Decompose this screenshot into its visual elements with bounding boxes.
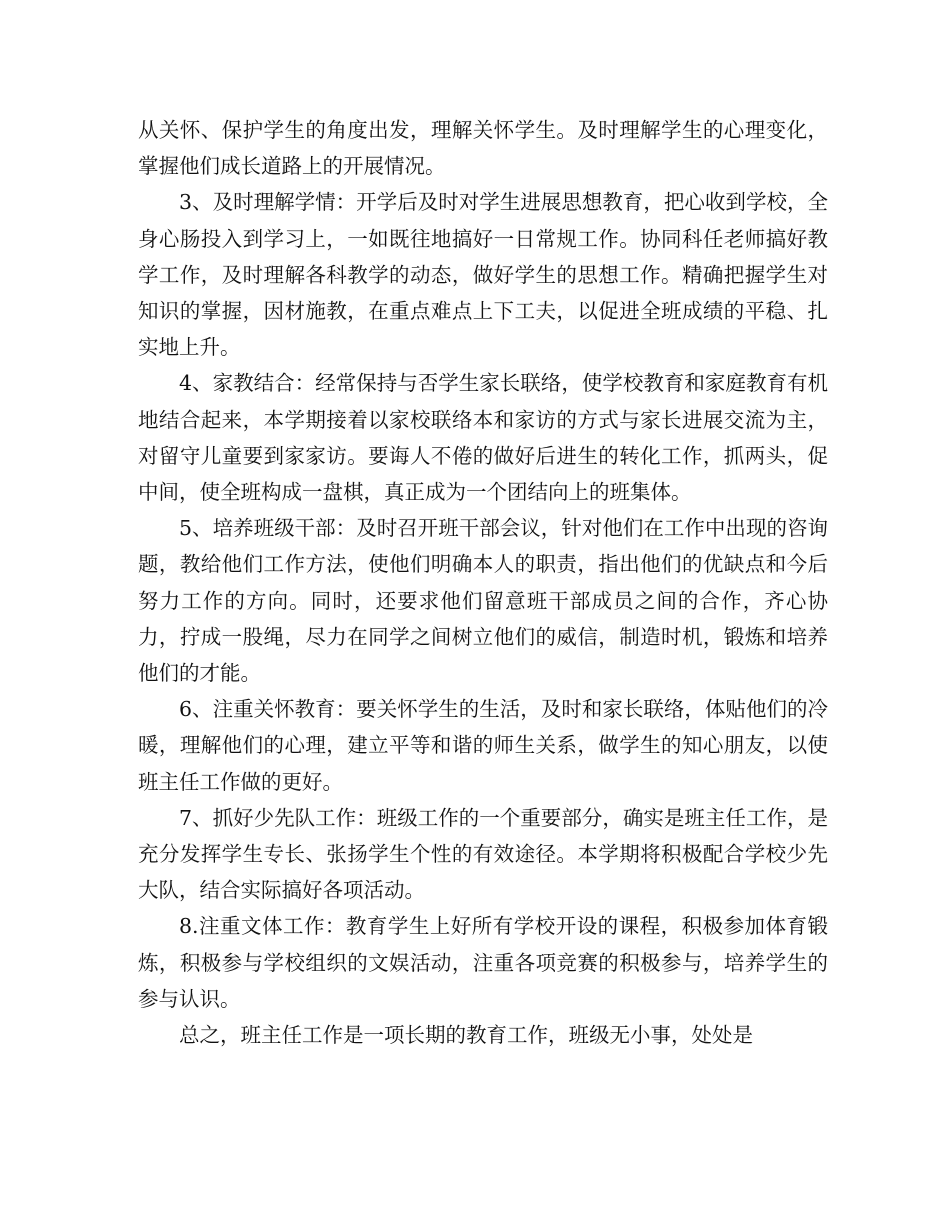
paragraph-item-7: 7、抓好少先队工作：班级工作的一个重要部分，确实是班主任工作，是充分发挥学生专长、张扬学生个性的有效途径。本学期将积极配合学校少先大队，结合实际搞好各项活动。: [138, 805, 828, 903]
paragraph-item-5: 5、培养班级干部：及时召开班干部会议，针对他们在工作中出现的咨询题，教给他们工作方法，使他们明确本人的职责，指出他们的优缺点和今后努力工作的方向。同时，还要求他们留意班干部成员之间的合作，齐心协力，拧成一股绳，尽力在同学之间树立他们的威信，制造时机，锻炼和培养他们的才能。: [138, 516, 828, 686]
paragraph-summary: 总之，班主任工作是一项长期的教育工作，班级无小事，处处是: [179, 1023, 753, 1048]
paragraph-item-4: 4、家教结合：经常保持与否学生家长联络，使学校教育和家庭教育有机地结合起来，本学期接着以家校联络本和家访的方式与家长进展交流为主，对留守儿童要到家家访。要诲人不倦的做好后进生的转化工作，抓两头，促中间，使全班构成一盘棋，真正成为一个团结向上的班集体。: [138, 371, 828, 505]
paragraph-continuation: 从关怀、保护学生的角度出发，理解关怀学生。及时理解学生的心理变化，掌握他们成长道路上的开展情况。: [138, 118, 828, 179]
document-page: [138, 112, 828, 1053]
paragraph-item-6: 6、注重关怀教育：要关怀学生的生活，及时和家长联络，体贴他们的冷暖，理解他们的心理，建立平等和谐的师生关系，做学生的知心朋友，以使班主任工作做的更好。: [138, 697, 828, 794]
paragraph-item-3: 3、及时理解学情：开学后及时对学生进展思想教育，把心收到学校，全身心肠投入到学习上，一如既往地搞好一日常规工作。协同科任老师搞好教学工作，及时理解各科教学的动态，做好学生的思想工作。精确把握学生对知识的掌握，因材施教，在重点难点上下工夫，以促进全班成绩的平稳、扎实地上升。: [138, 190, 828, 360]
paragraph-item-8: 8.注重文体工作：教育学生上好所有学校开设的课程，积极参加体育锻炼，积极参与学校组织的文娱活动，注重各项竞赛的积极参与，培养学生的参与认识。: [138, 914, 828, 1011]
